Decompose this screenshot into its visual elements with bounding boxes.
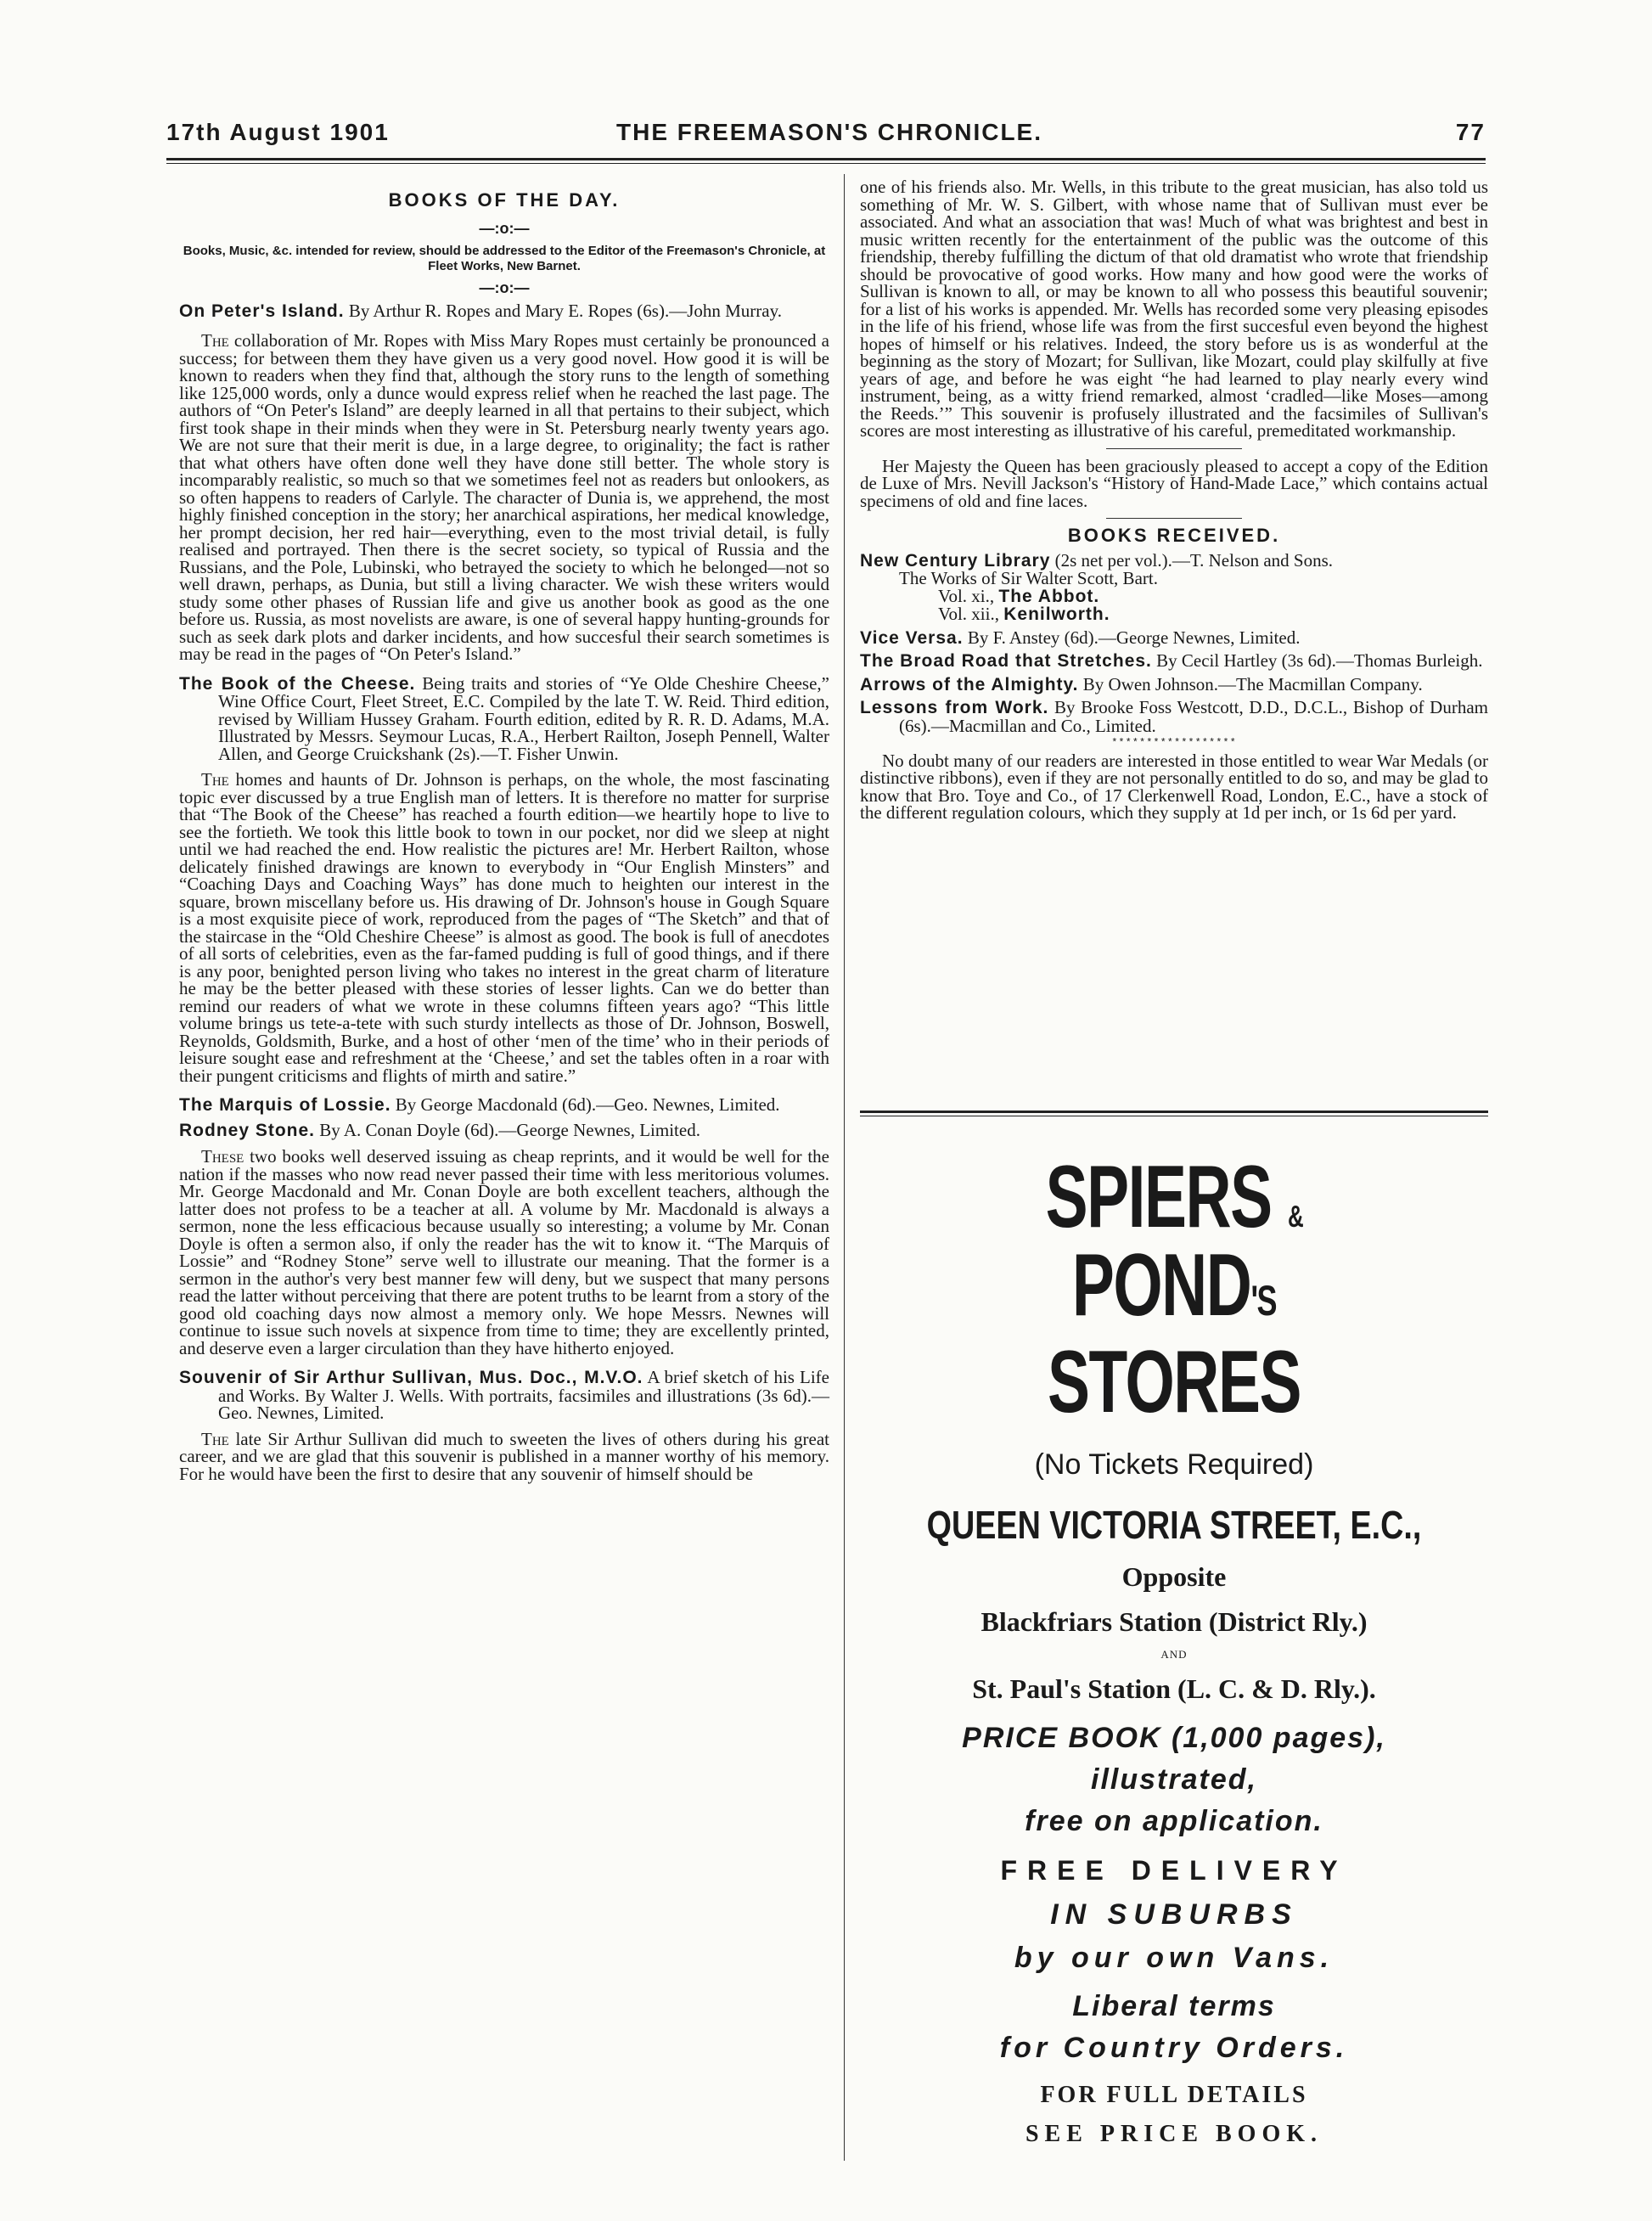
- book-title: New Century Library: [860, 550, 1051, 571]
- book-entry-peters-island: [179, 302, 829, 321]
- volume-label: Vol. xii.,: [938, 604, 999, 624]
- review-body: homes and haunts of Dr. Johnson is perhaps, on the whole, the most fascinating topic ever discussed by a true English man of letters. It is therefore no matter for surprise that “The Book of the Cheese” has reached a fourth edition—we heartily hope to live to see the fortieth. We took this little book to town in our pocket, nor did we sleep at night until we had reached the end. How realistic the pictures are! Mr. Herbert Railton, whose delicately finished drawings are known to everybody in “Our English Minsters” and “Coaching Days and Coaching Ways” has done much to heighten our interest in the square, brown miscellany before us. His drawing of Dr. Johnson's house in Gough Square is a most exquisite piece of work, reproduced from the pages of “The Sketch” and that of the staircase in the “Old Cheshire Cheese” is almost as good. The book is full of anecdotes of all sorts of celebrities, even as the far-famed pudding is full of good things, and if there is any poor, benighted person living who takes no interest in the great charm of literature he may be the better pleased with these stories of lesser lights. Can we do better than remind our readers of what we wrote in these columns fifteen years ago? “This little volume brings us tete-a-tete with such sturdy intellects as those of Dr. Johnson, Boswell, Reynolds, Goldsmith, Burke, and a host of other ‘men of the time’ who in their periods of leisure sought ease and refreshment at the ‘Cheese,’ and set the tables often in a roar with their pungent criticisms and flights of mirth and satire.”: [179, 769, 829, 1086]
- ornament-separator: —:o:—: [479, 279, 530, 296]
- review-peters-island: [179, 332, 829, 663]
- volume-label: Vol. xi.,: [938, 585, 995, 606]
- received-vol-12: [860, 605, 1488, 624]
- ad-brand-pond: POND: [1071, 1236, 1251, 1335]
- received-scott: The Works of Sir Walter Scott, Bart.: [899, 568, 1158, 588]
- received-new-century: [860, 549, 1488, 571]
- review-cheese: [179, 771, 829, 1084]
- received-arrows: [860, 673, 1488, 694]
- ad-free-application: free on application.: [1025, 1805, 1323, 1837]
- review-lead: These: [201, 1146, 244, 1167]
- ad-brand-ampersand: &: [1288, 1199, 1303, 1234]
- book-entry-lossie: [179, 1096, 829, 1115]
- received-vice-versa: [860, 629, 1488, 648]
- review-sullivan: [179, 1428, 829, 1484]
- book-details: By Arthur R. Ropes and Mary E. Ropes (6s).—John Murray.: [344, 300, 782, 321]
- ad-in-suburbs: IN SUBURBS: [1050, 1898, 1298, 1931]
- review-body: late Sir Arthur Sullivan did much to sweeten the lives of others during his great career, and we are glad that this souvenir is published in a manner worthy of his memory. For he would have been the first to desire that any souvenir of himself should be: [179, 1428, 829, 1484]
- book-details: By Brooke Foss Westcott, D.D., D.C.L., Bishop of Durham (6s).—Macmillan and Co., Limited.: [899, 697, 1488, 736]
- book-title: On Peter's Island.: [179, 301, 345, 321]
- book-title: The Broad Road that Stretches.: [860, 651, 1152, 671]
- book-details: A brief sketch of his Life and Works. By Walter J. Wells. With portraits, facsimiles and illustrations (3s 6d).—Geo. Newnes, Limited.: [218, 1367, 829, 1423]
- received-broad-road: [860, 652, 1488, 671]
- book-details: By George Macdonald (6d).—Geo. Newnes, Limited.: [391, 1094, 780, 1115]
- book-details: (2s net per vol.).—T. Nelson and Sons.: [1050, 549, 1334, 571]
- book-title: Souvenir of Sir Arthur Sullivan, Mus. Doc., M.V.O.: [179, 1368, 643, 1387]
- ad-brand-name: [948, 1148, 1401, 1335]
- book-title: Rodney Stone.: [179, 1120, 316, 1140]
- ad-no-tickets: (No Tickets Required): [1034, 1448, 1314, 1481]
- ad-illustrated: illustrated,: [1091, 1763, 1257, 1796]
- left-column: [179, 178, 829, 1482]
- ad-liberal-terms: Liberal terms: [1072, 1990, 1276, 2022]
- queen-notice: Her Majesty the Queen has been graciously pleased to accept a copy of the Edition de Luxe of Mrs. Nevill Jackson's “History of Hand-Made Lace,” which contains actual specimens of old and fine laces.: [860, 455, 1488, 511]
- ad-full-details: FOR FULL DETAILS: [1040, 2082, 1308, 2108]
- book-details: By Cecil Hartley (3s 6d).—Thomas Burleigh.: [1151, 650, 1483, 671]
- column-divider: [844, 174, 845, 2161]
- ad-stores: STORES: [1048, 1333, 1301, 1431]
- review-sullivan-continued: one of his friends also. Mr. Wells, in this tribute to the great musician, has also told us something of Mr. W. S. Gilbert, with whose name that of Sullivan must ever be associated. And what an association that was! Much of what was brightest and best in music written recently for the entertainment of the public was the outcome of this friendship, thereby fulfilling the dictum of that old dramatist who wrote that friendship should be provocative of good works. How many and how good were the works of Sullivan is known to all, or may be known to all who possess this beautiful souvenir; for a list of his works is appended. Mr. Wells has recorded some very pleasing episodes in the life of his friend, whose life was from the first succesful even beyond the highest hopes of himself or his relatives. Indeed, the story before us is as wonderful at the beginning as the story of Mozart; for Sullivan, like Mozart, could play skilfully at five years of age, and before he was eight “he had learned to play nearly every wind instrument, being, as a witty friend remarked, almost ‘cradled—like Moses—among the Reeds.’” This souvenir is profusely illustrated and the facsimiles of Sullivan's scores are most interesting as illustrative of his careful, premeditated workmanship.: [860, 177, 1488, 441]
- review-lead: The: [201, 330, 229, 351]
- war-medals-notice: No doubt many of our readers are interested in those entitled to wear War Medals (or distinctive ribbons), even if they are not personally entitled to do so, and may be glad to know that Bro. Toye and Co., of 17 Clerkenwell Road, London, E.C., have a stock of the different regulation colours, which they supply at 1d per inch, or 1s 6d per yard.: [860, 750, 1488, 823]
- ad-blackfriars: Blackfriars Station (District Rly.): [981, 1606, 1368, 1637]
- book-title: The Marquis of Lossie.: [179, 1095, 391, 1115]
- header-rule-thin: [166, 163, 1486, 164]
- short-rule: [1106, 448, 1242, 449]
- volume-title: The Abbot.: [998, 586, 1100, 606]
- spiers-pond-advertisement: [860, 1129, 1488, 2148]
- book-title: Arrows of the Almighty.: [860, 674, 1079, 694]
- ad-brand-possessive: 'S: [1250, 1277, 1277, 1324]
- ad-country-orders: for Country Orders.: [999, 2032, 1349, 2064]
- review-body: two books well deserved issuing as cheap reprints, and it would be well for the nation if the masses who now read never passed their time with less meritorious volumes. Mr. George Macdonald and Mr. Conan Doyle are both excellent teachers, although the latter does not profess to be a teacher at all. A volume by Mr. Macdonald is always a sermon, none the less efficacious because usually so interesting; a volume by Mr. Conan Doyle is often a sermon also, if only the reader has the wit to know it. “The Marquis of Lossie” and “Rodney Stone” serve well to illustrate our meaning. That the former is a sermon in the author's very best manner few will deny, but we suspect that many persons read the latter without perceiving that there are potent truths to be learnt from a story of the good old coaching days now almost a memory only. We hope Messrs. Newnes will continue to issue such novels at sixpence from time to time; they are excellently printed, and deserve even a larger circulation than they have hitherto enjoyed.: [179, 1146, 829, 1358]
- received-lessons: [860, 699, 1488, 734]
- ad-own-vans: by our own Vans.: [1014, 1942, 1335, 1974]
- section-title: BOOKS OF THE DAY.: [388, 189, 621, 211]
- review-rodney: [179, 1148, 829, 1357]
- book-title: Vice Versa.: [860, 627, 964, 648]
- header-rule: [166, 158, 1486, 160]
- review-lead: The: [201, 1428, 229, 1449]
- ad-and: AND: [1160, 1648, 1188, 1661]
- short-rule: [1106, 518, 1242, 519]
- issue-date: 17th August 1901: [166, 119, 390, 145]
- page-header: [166, 119, 1486, 153]
- ad-opposite: Opposite: [1121, 1561, 1227, 1592]
- ad-rule: [860, 1110, 1488, 1113]
- ad-see-price-book: SEE PRICE BOOK.: [1025, 2121, 1323, 2147]
- ad-price-book: PRICE BOOK (1,000 pages),: [962, 1722, 1386, 1754]
- book-details: By A. Conan Doyle (6d).—George Newnes, Limited.: [315, 1119, 700, 1140]
- book-title: The Book of the Cheese.: [179, 673, 416, 694]
- ad-address: QUEEN VICTORIA STREET, E.C.,: [926, 1503, 1422, 1547]
- books-received-title: BOOKS RECEIVED.: [1067, 525, 1281, 546]
- book-details: By Owen Johnson.—The Macmillan Company.: [1078, 673, 1423, 694]
- publication-title: THE FREEMASON'S CHRONICLE.: [616, 119, 1043, 145]
- book-title: Lessons from Work.: [860, 698, 1049, 717]
- book-entry-sullivan: [179, 1369, 829, 1422]
- received-vol-11: [860, 585, 1488, 606]
- ad-st-pauls: St. Paul's Station (L. C. & D. Rly.).: [972, 1673, 1376, 1704]
- review-lead: The: [201, 769, 229, 790]
- star-separator: ******************: [1111, 737, 1237, 749]
- review-notice: Books, Music, &c. intended for review, should be addressed to the Editor of the Freemason's Chronicle, at Fleet Works, New Barnet.: [183, 244, 826, 273]
- book-details: By F. Anstey (6d).—George Newnes, Limited.: [963, 627, 1301, 648]
- volume-title: Kenilworth.: [1003, 604, 1110, 624]
- book-entry-rodney: [179, 1119, 829, 1140]
- book-details: Being traits and stories of “Ye Olde Cheshire Cheese,” Wine Office Court, Fleet Street, E.C. Compiled by the late T. W. Reid. Third edition, revised by William Hussey Graham. Fourth edition, edited by R. R. D. Adams, M.A. Illustrated by Messrs. Seymour Lucas, R.A., Herbert Railton, Joseph Pennell, Walter Allen, and George Cruickshank (2s).—T. Fisher Unwin.: [218, 672, 829, 764]
- ad-free-delivery: FREE DELIVERY: [1000, 1855, 1348, 1886]
- book-entry-cheese: [179, 672, 829, 764]
- page-number: 77: [1455, 119, 1486, 145]
- ad-brand-spiers: SPIERS: [1045, 1148, 1272, 1246]
- review-body: collaboration of Mr. Ropes with Miss Mary Ropes must certainly be pronounced a success; for between them they have given us a very good novel. How good it is will be known to readers when they find that, although the story runs to the length of something like 125,000 words, only a dunce would express relief when he reached the last page. The authors of “On Peter's Island” are deeply learned in all that pertains to their subject, which first took shape in their minds when they were in St. Petersburg nearly twenty years ago. We are not sure that their merit is due, in a large degree, to originality; the fact is rather that what others have often done well they have done still better. The whole story is incomparably realistic, so much so that we sometimes feel not as readers but onlookers, as so often happens to readers of Carlyle. The character of Dunia is, we apprehend, the most highly finished conception in the story; her anarchical aspirations, her medical knowledge, her prompt decision, her red hair—everything, even to the most trivial detail, is fully realised and portrayed. Then there is the secret society, so typical of Russia and the Russians, and the Pole, Lubinski, who betrayed the society to which he belonged—not so well drawn, perhaps, as Dunia, but still a living character. We wish these writers would study some other phases of Russian life and give us another book as good as the one before us. Russia, as most novelists are aware, is one of several happy hunting-grounds for such as seek dark plots and darker incidents, and how succesful their search sometimes is may be read in the pages of “On Peter's Island.”: [179, 330, 829, 664]
- right-column: [860, 178, 1488, 822]
- ornament-separator: —:o:—: [479, 219, 530, 237]
